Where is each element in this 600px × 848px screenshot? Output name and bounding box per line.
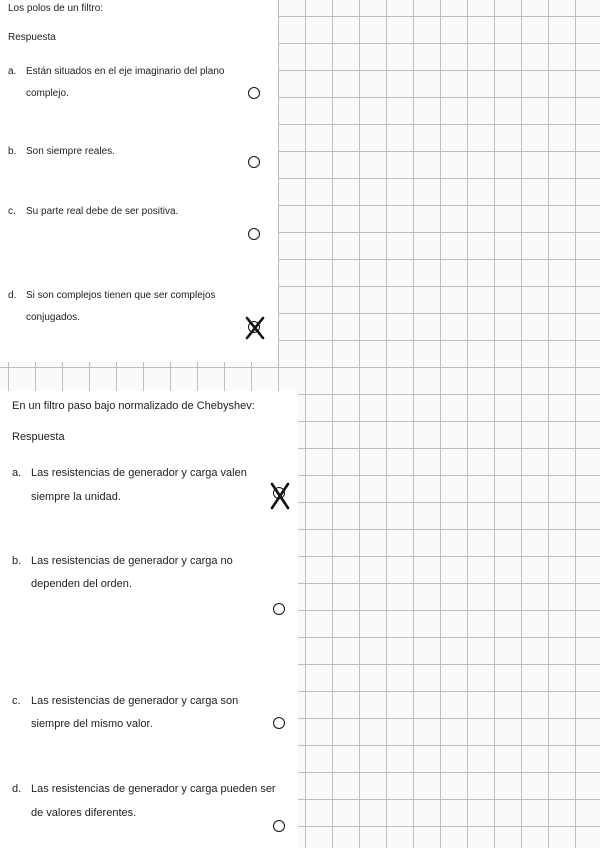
radio-option-b[interactable]: [273, 603, 285, 615]
option-text: de valores diferentes.: [31, 807, 137, 819]
option-text: Están situados en el eje imaginario del plano: [26, 66, 225, 77]
option-letter: c.: [12, 695, 21, 707]
answer-label: Respuesta: [8, 32, 56, 43]
radio-option-b[interactable]: [248, 156, 260, 168]
radio-option-c[interactable]: [248, 228, 260, 240]
question-title: En un filtro paso bajo normalizado de Chebyshev:: [12, 400, 255, 412]
option-text: siempre la unidad.: [31, 491, 121, 503]
option-letter: b.: [12, 555, 22, 567]
option-text: Las resistencias de generador y carga no: [31, 555, 233, 567]
option-letter: d.: [8, 290, 17, 301]
question-card-1: [0, 0, 278, 362]
option-text: Las resistencias de generador y carga pueden ser: [31, 783, 276, 795]
question-card-2: [0, 391, 298, 848]
question-title: Los polos de un filtro:: [8, 3, 104, 14]
option-text: Su parte real debe de ser positiva.: [26, 206, 179, 217]
option-letter: a.: [12, 467, 22, 479]
option-text: dependen del orden.: [31, 578, 132, 590]
cross-mark-icon: [245, 317, 265, 339]
radio-option-d[interactable]: [273, 820, 285, 832]
cross-mark-icon: [270, 483, 290, 509]
option-text: Si son complejos tienen que ser complejos: [26, 290, 216, 301]
radio-option-a[interactable]: [248, 87, 260, 99]
option-text: Las resistencias de generador y carga valen: [31, 467, 247, 479]
option-text: complejo.: [26, 88, 69, 99]
radio-option-c[interactable]: [273, 717, 285, 729]
option-letter: b.: [8, 146, 17, 157]
option-text: conjugados.: [26, 312, 80, 323]
option-letter: c.: [8, 206, 16, 217]
radio-option-a[interactable]: [273, 487, 285, 499]
option-letter: d.: [12, 783, 22, 795]
answer-label: Respuesta: [12, 431, 65, 443]
option-text: Las resistencias de generador y carga son: [31, 695, 239, 707]
option-text: siempre del mismo valor.: [31, 718, 153, 730]
option-text: Son siempre reales.: [26, 146, 115, 157]
option-letter: a.: [8, 66, 17, 77]
radio-option-d[interactable]: [248, 321, 260, 333]
